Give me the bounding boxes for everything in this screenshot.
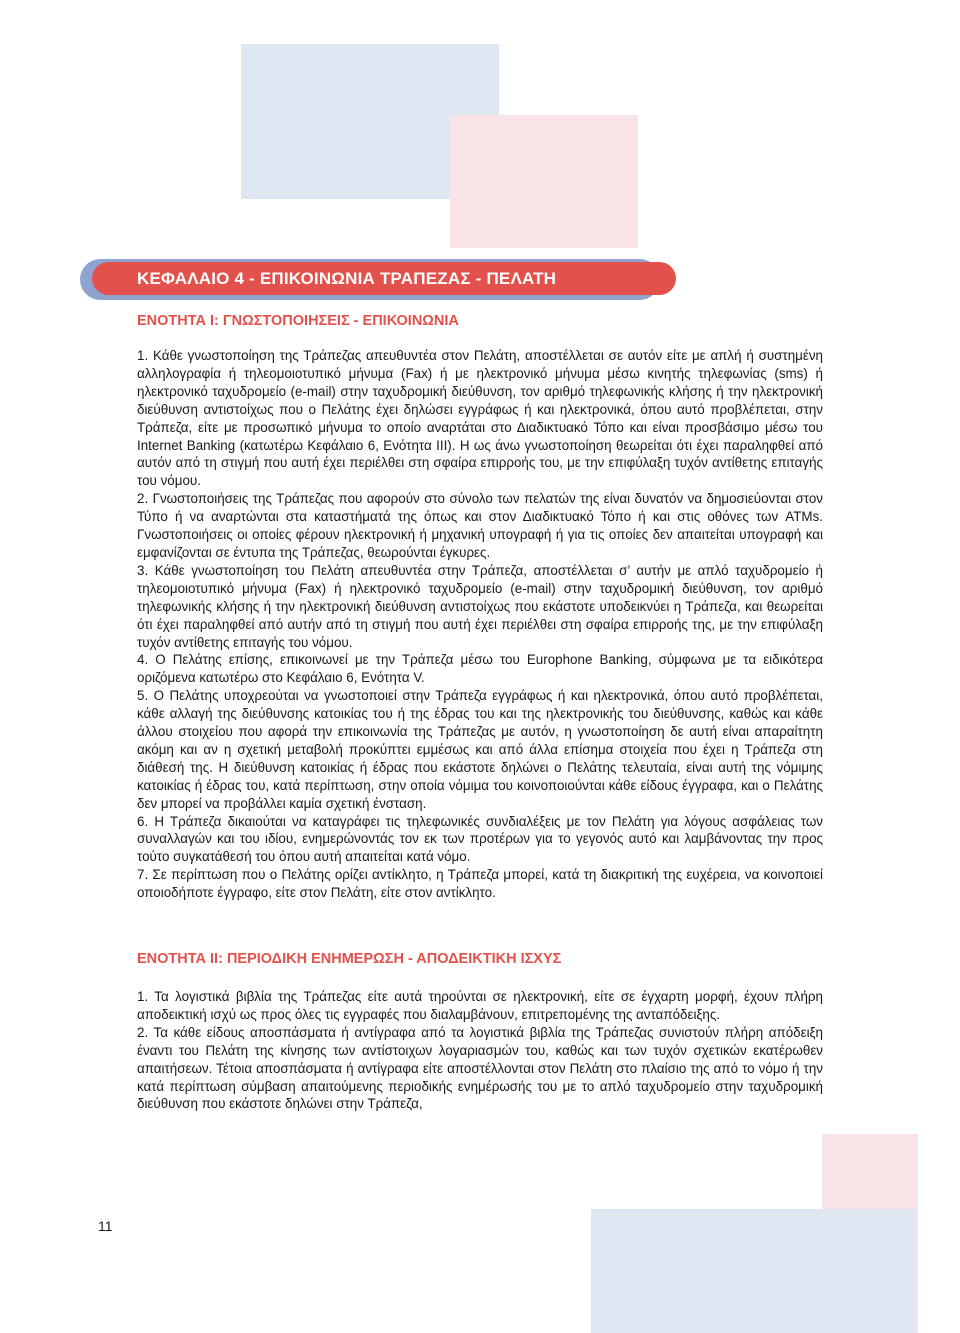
chapter-banner [92,262,676,295]
paragraph: 1. Κάθε γνωστοποίηση της Τράπεζας απευθυντέα στον Πελάτη, αποστέλλεται σε αυτόν είτε με απλή ή συστημένη αλληλογραφία ή τηλεομοιοτυπικό μήνυμα (Fax) ή με ηλεκτρονικό μήνυμα μέσω κινητής τηλεφωνίας (sms) ή ηλεκτρονικό ταχυδρομείο (e-mail) στην ταχυδρομική διεύθυνση, τον αριθμό τηλεφωνικής κλήσης ή την ηλεκτρονική διεύθυνση αντιστοίχως που ο Πελάτης έχει δηλώσει εγγράφως ή και ηλεκτρονικά, όπου αυτό προβλέπεται, στην Τράπεζα, είτε με προσωπικό μήνυμα το οποίο αναρτάται στο Διαδικτυακό Τόπο και είναι προσβάσιμο μέσω του Internet Banking (κατωτέρω Κεφάλαιο 6, Ενότητα ΙΙΙ). Η ως άνω γνωστοποίηση θεωρείται ότι έχει παραληφθεί από αυτόν από τη στιγμή που αυτή έχει περιέλθει στη σφαίρα επιρροής του, με την επιφύλαξη τυχόν αντίθετης επιταγής του νόμου. [137,348,823,489]
paragraph: 2. Γνωστοποιήσεις της Τράπεζας που αφορούν στο σύνολο των πελατών της είναι δυνατόν να δημοσιεύονται στον Τύπο ή να αναρτώνται στα καταστήματά της όπως και στον Διαδικτυακό Τόπο ή και στις οθόνες των ATMs. Γνωστοποιήσεις οι οποίες φέρουν ηλεκτρονική ή μηχανική υπογραφή ή για τις οποίες δεν απαιτείται υπογραφή και εμφανίζονται σε έντυπα της Τράπεζας, θεωρούνται έγκυρες. [137,491,823,560]
decorative-pink-square-top [450,115,638,248]
section-2-body [137,988,823,1113]
section-heading-1: ΕΝΟΤΗΤΑ Ι: ΓΝΩΣΤΟΠΟΙΗΣΕΙΣ - ΕΠΙΚΟΙΝΩΝΙΑ [137,313,459,329]
paragraph: 4. Ο Πελάτης επίσης, επικοινωνεί με την Τράπεζα μέσω του Europhone Banking, σύμφωνα με τα ειδικότερα οριζόμενα κατωτέρω στο Κεφάλαιο 6, Ενότητα V. [137,652,823,686]
paragraph: 5. Ο Πελάτης υποχρεούται να γνωστοποιεί στην Τράπεζα εγγράφως ή και ηλεκτρονικά, όπου αυτό προβλέπεται, κάθε αλλαγή της διεύθυνσης κατοικίας του ή της έδρας του και της ηλεκτρονικής του διεύθυνσης, καθώς και κάθε άλλου στοιχείου που αφορά την επικοινωνία της Τράπεζας με αυτόν, η γνωστοποίηση δε αυτή είναι απαραίτητη ακόμη και αν η σχετική μεταβολή προκύπτει εμμέσως και από άλλα επίσημα στοιχεία που έχει η Τράπεζα στη διάθεσή της. Η διεύθυνση κατοικίας ή έδρας που εκάστοτε δηλώνει ο Πελάτης τελευταία, είναι αυτή της νόμιμης κατοικίας ή έδρας του, κατά περίπτωση, στην οποία νόμιμα του κοινοποιούνται κάθε είδους έγγραφα, και ο Πελάτης δεν μπορεί να προβάλλει καμία σχετική ένσταση. [137,688,823,811]
paragraph: 2. Τα κάθε είδους αποσπάσματα ή αντίγραφα από τα λογιστικά βιβλία της Τράπεζας συνιστούν πλήρη απόδειξη έναντι του Πελάτη της κίνησης των αντίστοιχων λογαριασμών του, καθώς και των τυχόν σχετικών εκατέρωθεν απαιτήσεων. Τέτοια αποσπάσματα ή αντίγραφα είτε αποστέλλονται στον Πελάτη στο πλαίσιο της από το νόμο ή την κατά περίπτωση σύμβαση απαιτούμενης περιοδικής ενημέρωσής του με το απλό ταχυδρομείο στην ταχυδρομική διεύθυνση που εκάστοτε δηλώνει στην Τράπεζα, [137,1024,823,1112]
paragraph: 1. Τα λογιστικά βιβλία της Τράπεζας είτε αυτά τηρούνται σε ηλεκτρονική, είτε σε έγχαρτη μορφή, έχουν πλήρη αποδεικτική ισχύ ως προς όλες τις εγγραφές που διαλαμβάνουν, επιτρεπομένης της ανταπόδειξης. [137,989,823,1022]
section-heading-2: ΕΝΟΤΗΤΑ ΙΙ: ΠΕΡΙΟΔΙΚΗ ΕΝΗΜΕΡΩΣΗ - ΑΠΟΔΕΙΚΤΙΚΗ ΙΣΧΥΣ [137,951,562,967]
paragraph: 6. Η Τράπεζα δικαιούται να καταγράφει τις τηλεφωνικές συνδιαλέξεις με τον Πελάτη για λόγους ασφάλειας των συναλλαγών και του ιδίου, ενημερώνοντάς τον εκ των προτέρων για το γεγονός αυτό και λαμβάνοντας την προς τούτο συγκατάθεσή του όπου αυτή απαιτείται κατά νόμο. [137,813,823,865]
paragraph: 3. Κάθε γνωστοποίηση του Πελάτη απευθυντέα στην Τράπεζα, αποστέλλεται σ’ αυτήν με απλό ταχυδρομείο ή τηλεομοιοτυπικό μήνυμα (Fax) ή ηλεκτρονικό ταχυδρομείο (e-mail) στην ταχυδρομική διεύθυνση, τον αριθμό τηλεφωνικής κλήσης ή την ηλεκτρονική διεύθυνση αντιστοίχως που εκάστοτε υποδεικνύει η Τράπεζα, και θεωρείται ότι έχει παραληφθεί από αυτήν από τη στιγμή που αυτή έχει περιέλθει στη σφαίρα επιρροής της, με την επιφύλαξη τυχόν αντίθετης επιταγής του νόμου. [137,562,823,650]
page-number: 11 [98,1218,113,1234]
section-1-body [137,347,823,902]
decorative-blue-square-bottom [591,1209,915,1333]
paragraph: 7. Σε περίπτωση που ο Πελάτης ορίζει αντίκλητο, η Τράπεζα μπορεί, κατά τη διακριτική της ευχέρεια, να κοινοποιεί οποιοδήποτε έγγραφο, είτε στον Πελάτη, είτε στον αντίκλητο. [137,867,823,901]
chapter-title: ΚΕΦΑΛΑΙΟ 4 - ΕΠΙΚΟΙΝΩΝΙΑ ΤΡΑΠΕΖΑΣ - ΠΕΛΑΤΗ [137,268,557,288]
